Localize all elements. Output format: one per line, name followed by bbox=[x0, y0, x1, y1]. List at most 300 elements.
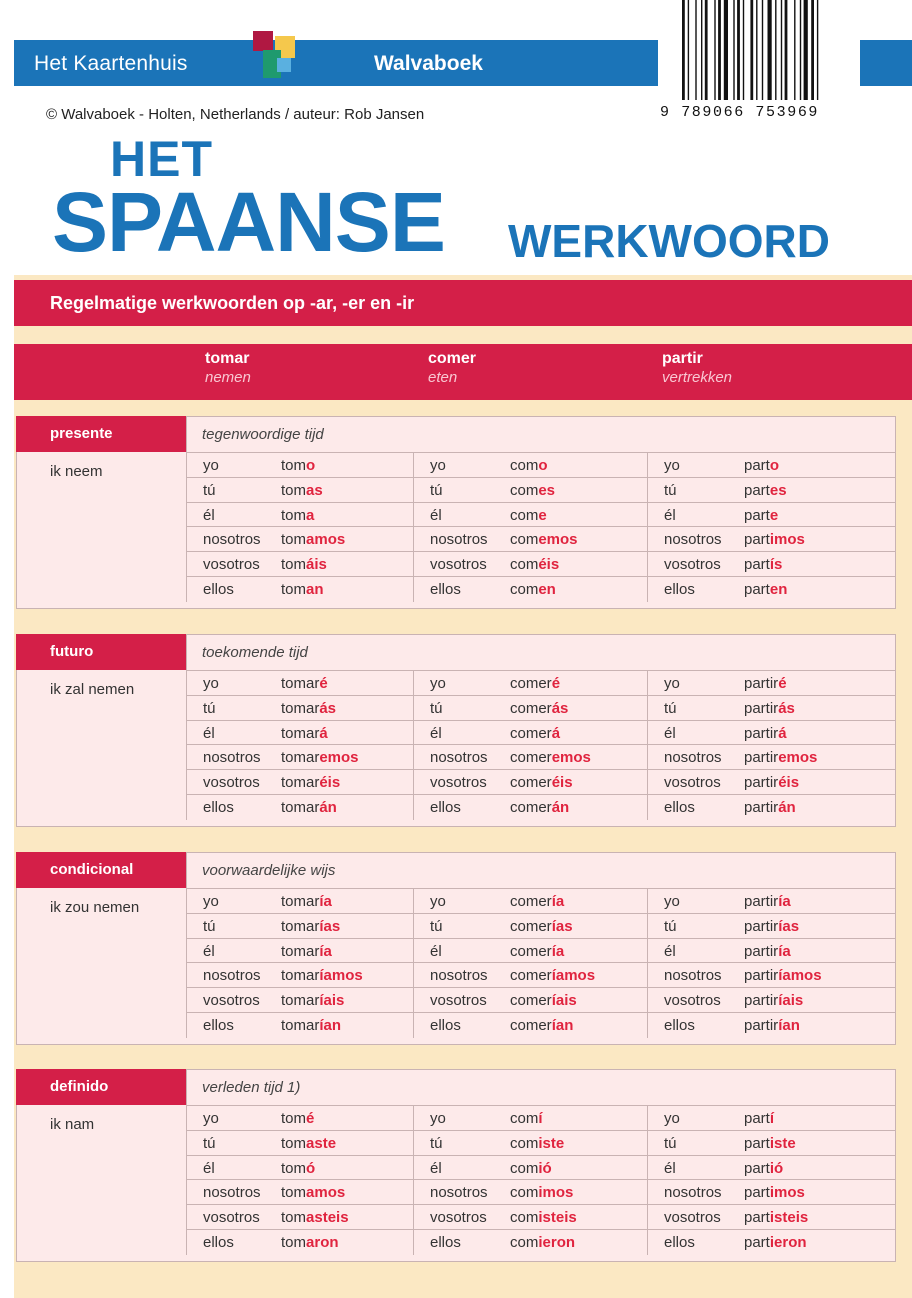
verb-stem: partir bbox=[744, 1016, 779, 1034]
table-row bbox=[187, 1180, 896, 1205]
verb-ending: í bbox=[769, 1110, 775, 1127]
verb-ending: ían bbox=[551, 1016, 574, 1034]
verb-stem: comer bbox=[510, 774, 552, 792]
pronoun: ellos bbox=[430, 580, 461, 598]
verb-ending: íamos bbox=[319, 967, 363, 985]
verb-stem: com bbox=[510, 506, 539, 524]
conjugation-grid bbox=[186, 889, 896, 1038]
conjugation-cell bbox=[413, 770, 647, 794]
conjugation-cell bbox=[647, 577, 897, 602]
barcode-icon bbox=[678, 0, 848, 100]
pronoun: yo bbox=[203, 457, 219, 474]
conjugation-cell bbox=[647, 1205, 897, 1229]
verb-stem: com bbox=[510, 1209, 539, 1227]
verb-ending: ás bbox=[319, 699, 337, 717]
pronoun: ellos bbox=[664, 1016, 695, 1034]
verb-ending: imos bbox=[538, 1184, 574, 1202]
pronoun: tú bbox=[203, 481, 216, 499]
verb-ending: éis bbox=[538, 556, 560, 574]
verb-form bbox=[510, 556, 559, 573]
tense-name: condicional bbox=[16, 852, 186, 888]
verb-form bbox=[510, 700, 568, 717]
pronoun: nosotros bbox=[664, 1184, 722, 1202]
verb-ending: o bbox=[538, 457, 548, 474]
verb-form bbox=[744, 1209, 808, 1226]
conjugation-cell bbox=[413, 1156, 647, 1180]
verb-form bbox=[744, 1017, 800, 1034]
pronoun: él bbox=[430, 724, 442, 742]
conjugation-cell bbox=[647, 696, 897, 720]
verb-ending: emos bbox=[538, 531, 578, 549]
conjugation-cell bbox=[647, 1106, 897, 1130]
pronoun: tú bbox=[430, 917, 443, 935]
conjugation-cell bbox=[647, 478, 897, 502]
verb-form bbox=[510, 1017, 573, 1034]
pronoun: vosotros bbox=[203, 556, 260, 574]
verb-ending: éis bbox=[319, 774, 341, 792]
verb-stem: tomar bbox=[281, 749, 320, 767]
verb-stem: comer bbox=[510, 724, 552, 742]
verb-form bbox=[510, 943, 564, 960]
table-row bbox=[187, 1205, 896, 1230]
pronoun: nosotros bbox=[430, 531, 488, 549]
table-row bbox=[187, 1131, 896, 1156]
conjugation-cell bbox=[187, 914, 413, 938]
verb-form bbox=[510, 581, 556, 598]
pronoun: tú bbox=[430, 481, 443, 499]
table-row bbox=[187, 939, 896, 964]
verb-form bbox=[510, 1209, 577, 1226]
table-row bbox=[187, 1106, 896, 1131]
pronoun: ellos bbox=[430, 1233, 461, 1251]
tense-name: presente bbox=[16, 416, 186, 452]
conjugation-cell bbox=[647, 914, 897, 938]
verb-form bbox=[510, 1234, 575, 1251]
conjugation-cell bbox=[647, 552, 897, 576]
verb-ending: íamos bbox=[778, 967, 822, 985]
verb-stem: tom bbox=[281, 1159, 307, 1177]
verb-stem: com bbox=[510, 1184, 539, 1202]
verb-form bbox=[281, 1234, 339, 1251]
verb-ending: a bbox=[306, 506, 315, 524]
verb-form bbox=[510, 799, 569, 816]
pronoun: vosotros bbox=[430, 992, 487, 1010]
table-row bbox=[187, 988, 896, 1013]
tense-name: definido bbox=[16, 1069, 186, 1105]
conjugation-cell bbox=[187, 478, 413, 502]
verb-ending: í bbox=[538, 1110, 543, 1127]
conjugation-cell bbox=[413, 478, 647, 502]
pronoun: ellos bbox=[430, 1016, 461, 1034]
tense-example: ik zou nemen bbox=[50, 899, 140, 916]
verb-stem: part bbox=[744, 1159, 770, 1177]
pronoun: yo bbox=[664, 1110, 680, 1127]
pronoun: nosotros bbox=[430, 1184, 488, 1202]
verb-stem: comer bbox=[510, 942, 552, 960]
conjugation-cell bbox=[187, 963, 413, 987]
verb-stem: part bbox=[744, 1209, 770, 1227]
copyright-line: © Walvaboek - Holten, Netherlands / auteur: Rob Jansen bbox=[46, 106, 425, 123]
conjugation-cell bbox=[413, 671, 647, 695]
verb-form bbox=[510, 457, 548, 474]
verb-ending: é bbox=[306, 1110, 315, 1127]
verb-stem: part bbox=[744, 457, 770, 474]
pronoun: yo bbox=[664, 893, 680, 910]
brand-name: Walvaboek bbox=[374, 52, 483, 75]
pronoun: yo bbox=[664, 675, 680, 692]
pronoun: nosotros bbox=[203, 1184, 261, 1202]
pronoun: ellos bbox=[664, 798, 695, 816]
table-row bbox=[187, 1156, 896, 1181]
verb-ending: ían bbox=[778, 1016, 800, 1034]
pronoun: yo bbox=[430, 1110, 446, 1127]
conjugation-cell bbox=[187, 503, 413, 527]
verb-infinitive: comer bbox=[428, 350, 477, 367]
pronoun: nosotros bbox=[203, 749, 261, 767]
conjugation-cell bbox=[413, 939, 647, 963]
conjugation-cell bbox=[647, 795, 897, 820]
verb-ending: emos bbox=[551, 749, 591, 767]
verb-ending: o bbox=[306, 457, 316, 474]
pronoun: tú bbox=[203, 917, 216, 935]
verb-form bbox=[281, 725, 328, 742]
verb-stem: tomar bbox=[281, 967, 320, 985]
table-row bbox=[187, 795, 896, 820]
verb-ending: ió bbox=[769, 1159, 784, 1177]
verb-ending: iste bbox=[538, 1134, 565, 1152]
conjugation-cell bbox=[413, 745, 647, 769]
pronoun: tú bbox=[203, 1134, 216, 1152]
conjugation-cell bbox=[647, 770, 897, 794]
verb-ending: ías bbox=[551, 917, 573, 935]
pronoun: nosotros bbox=[430, 967, 488, 985]
conjugation-cell bbox=[413, 1131, 647, 1155]
verb-stem: tomar bbox=[281, 724, 320, 742]
pronoun: vosotros bbox=[203, 774, 260, 792]
conjugation-cell bbox=[413, 795, 647, 820]
verb-stem: com bbox=[510, 580, 539, 598]
verb-ending: á bbox=[778, 724, 787, 742]
header-bar-right bbox=[860, 40, 912, 86]
conjugation-cell bbox=[413, 914, 647, 938]
pronoun: tú bbox=[430, 1134, 443, 1152]
verb-form bbox=[744, 1234, 807, 1251]
verb-form bbox=[510, 482, 555, 499]
verb-form bbox=[281, 943, 332, 960]
pronoun: él bbox=[203, 506, 215, 524]
verb-ending: en bbox=[769, 580, 788, 598]
conjugation-cell bbox=[187, 721, 413, 745]
pronoun: vosotros bbox=[664, 556, 721, 574]
verb-stem: partir bbox=[744, 724, 779, 742]
pronoun: yo bbox=[203, 893, 219, 910]
verb-stem: tomar bbox=[281, 917, 320, 935]
pronoun: yo bbox=[203, 675, 219, 692]
pronoun: él bbox=[203, 724, 215, 742]
verb-stem: partir bbox=[744, 917, 779, 935]
title-line-2: SPAANSE bbox=[52, 175, 445, 269]
verb-ending: é bbox=[319, 675, 328, 692]
table-row bbox=[187, 745, 896, 770]
verb-ending: o bbox=[769, 457, 780, 474]
conjugation-cell bbox=[647, 1156, 897, 1180]
table-row bbox=[187, 671, 896, 696]
verb-form bbox=[281, 967, 363, 984]
verb-form bbox=[744, 1110, 774, 1127]
verb-stem: partir bbox=[744, 992, 779, 1010]
verb-ending: isteis bbox=[769, 1209, 809, 1227]
verb-stem: part bbox=[744, 481, 770, 499]
verb-form bbox=[744, 457, 779, 474]
conjugation-cell bbox=[187, 1131, 413, 1155]
pronoun: nosotros bbox=[664, 749, 722, 767]
verb-ending: íais bbox=[551, 992, 577, 1010]
table-row bbox=[187, 914, 896, 939]
verb-form bbox=[744, 700, 795, 717]
tense-divider-vertical bbox=[186, 634, 187, 670]
conjugation-cell bbox=[187, 795, 413, 820]
tense-divider-vertical bbox=[186, 416, 187, 452]
verb-ending: emos bbox=[319, 749, 359, 767]
verb-ending: íais bbox=[319, 992, 345, 1010]
verb-stem: part bbox=[744, 556, 770, 574]
verb-stem: comer bbox=[510, 798, 552, 816]
verb-ending: íamos bbox=[551, 967, 596, 985]
conjugation-cell bbox=[647, 1013, 897, 1038]
verb-stem: com bbox=[510, 457, 539, 474]
conjugation-cell bbox=[413, 696, 647, 720]
pronoun: él bbox=[430, 1159, 442, 1177]
pronoun: ellos bbox=[203, 798, 234, 816]
verb-form bbox=[744, 531, 805, 548]
verb-ending: ía bbox=[319, 893, 332, 910]
isbn-number: 9 789066 753969 bbox=[660, 104, 820, 121]
pronoun: yo bbox=[203, 1110, 219, 1127]
conjugation-cell bbox=[187, 527, 413, 551]
tense-divider-vertical bbox=[186, 852, 187, 888]
pronoun: tú bbox=[664, 699, 677, 717]
verb-ending: ía bbox=[778, 942, 791, 960]
verb-ending: án bbox=[778, 798, 796, 816]
verb-stem: comer bbox=[510, 967, 552, 985]
verb-form bbox=[281, 507, 314, 524]
conjugation-cell bbox=[413, 889, 647, 913]
conjugation-cell bbox=[187, 1013, 413, 1038]
verb-ending: éis bbox=[551, 774, 573, 792]
pronoun: nosotros bbox=[203, 967, 261, 985]
verb-stem: tom bbox=[281, 1134, 307, 1152]
conjugation-cell bbox=[647, 745, 897, 769]
conjugation-grid bbox=[186, 453, 896, 602]
verb-stem: tomar bbox=[281, 992, 320, 1010]
publisher-name: Het Kaartenhuis bbox=[34, 52, 188, 75]
conjugation-cell bbox=[413, 963, 647, 987]
conjugation-cell bbox=[187, 552, 413, 576]
verb-stem: com bbox=[510, 1233, 539, 1251]
table-row bbox=[187, 696, 896, 721]
verb-stem: tom bbox=[281, 1233, 307, 1251]
title-line-3: WERKWOORD bbox=[508, 215, 830, 267]
verb-stem: tom bbox=[281, 1110, 307, 1127]
conjugation-cell bbox=[187, 988, 413, 1012]
verb-form bbox=[510, 992, 577, 1009]
table-row bbox=[187, 889, 896, 914]
verb-ending: éis bbox=[778, 774, 800, 792]
pronoun: él bbox=[430, 506, 442, 524]
pronoun: vosotros bbox=[430, 1209, 487, 1227]
conjugation-cell bbox=[413, 1230, 647, 1255]
verb-ending: isteis bbox=[538, 1209, 577, 1227]
verb-ending: asteis bbox=[306, 1209, 349, 1227]
verb-ending: ía bbox=[551, 893, 565, 910]
conjugation-cell bbox=[187, 939, 413, 963]
table-row bbox=[187, 770, 896, 795]
pronoun: nosotros bbox=[664, 967, 722, 985]
verb-stem: partir bbox=[744, 749, 779, 767]
conjugation-grid bbox=[186, 1106, 896, 1255]
publisher-logo-icon bbox=[249, 28, 301, 82]
pronoun: yo bbox=[664, 457, 680, 474]
conjugation-cell bbox=[647, 1131, 897, 1155]
conjugation-cell bbox=[187, 453, 413, 477]
conjugation-cell bbox=[413, 721, 647, 745]
conjugation-cell bbox=[647, 963, 897, 987]
conjugation-cell bbox=[647, 939, 897, 963]
verb-form bbox=[281, 1135, 336, 1152]
table-row bbox=[187, 721, 896, 746]
conjugation-cell bbox=[647, 1180, 897, 1204]
verb-stem: partir bbox=[744, 774, 779, 792]
verb-ending: ieron bbox=[538, 1233, 576, 1251]
verb-form bbox=[281, 675, 328, 692]
verb-stem: com bbox=[510, 481, 539, 499]
verb-ending: e bbox=[538, 506, 547, 524]
verb-ending: áis bbox=[306, 556, 327, 574]
pronoun: tú bbox=[664, 917, 677, 935]
verb-ending: ía bbox=[551, 942, 565, 960]
verb-stem: tomar bbox=[281, 699, 320, 717]
verb-form bbox=[281, 482, 323, 499]
verb-form bbox=[744, 799, 796, 816]
verb-form bbox=[510, 1110, 543, 1127]
verb-ending: aron bbox=[306, 1233, 339, 1251]
conjugation-cell bbox=[187, 1180, 413, 1204]
verb-form bbox=[510, 675, 560, 692]
verb-ending: e bbox=[769, 506, 779, 524]
verb-stem: comer bbox=[510, 749, 552, 767]
verb-form bbox=[281, 581, 324, 598]
verb-form bbox=[744, 992, 803, 1009]
verb-stem: tom bbox=[281, 457, 307, 474]
verb-translation: vertrekken bbox=[662, 369, 733, 386]
verb-form bbox=[744, 507, 778, 524]
conjugation-cell bbox=[647, 889, 897, 913]
verb-stem: tom bbox=[281, 1184, 307, 1202]
tense-name: futuro bbox=[16, 634, 186, 670]
table-row bbox=[187, 503, 896, 528]
verb-form bbox=[281, 1184, 345, 1201]
verb-form bbox=[510, 918, 573, 935]
conjugation-cell bbox=[187, 671, 413, 695]
verb-form bbox=[510, 893, 564, 910]
verb-stem: part bbox=[744, 1233, 770, 1251]
verb-stem: tomar bbox=[281, 1016, 320, 1034]
pronoun: vosotros bbox=[430, 774, 487, 792]
verb-form bbox=[510, 1184, 573, 1201]
verb-form bbox=[281, 556, 327, 573]
verb-form bbox=[281, 457, 315, 474]
verb-form bbox=[281, 1017, 341, 1034]
verb-form bbox=[744, 581, 787, 598]
pronoun: yo bbox=[430, 457, 446, 474]
verb-form bbox=[281, 700, 336, 717]
pronoun: tú bbox=[664, 1134, 677, 1152]
verb-ending: án bbox=[319, 798, 337, 816]
verb-form bbox=[510, 1135, 564, 1152]
verb-ending: ía bbox=[319, 942, 332, 960]
verb-form bbox=[744, 918, 799, 935]
verb-ending: ió bbox=[538, 1159, 552, 1177]
table-row bbox=[187, 1230, 896, 1255]
conjugation-cell bbox=[647, 527, 897, 551]
conjugation-cell bbox=[187, 696, 413, 720]
verb-stem: tom bbox=[281, 580, 307, 598]
verb-stem: partir bbox=[744, 967, 779, 985]
verb-stem: tom bbox=[281, 531, 307, 549]
pronoun: él bbox=[664, 506, 676, 524]
conjugation-cell bbox=[187, 745, 413, 769]
verb-stem: tom bbox=[281, 556, 307, 574]
verb-stem: part bbox=[744, 580, 770, 598]
verb-form bbox=[744, 556, 782, 573]
verb-ending: á bbox=[319, 724, 328, 742]
verb-stem: part bbox=[744, 1184, 770, 1202]
tense-example: ik neem bbox=[50, 463, 103, 480]
verb-stem: comer bbox=[510, 1016, 552, 1034]
pronoun: tú bbox=[430, 699, 443, 717]
verb-stem: part bbox=[744, 531, 770, 549]
verb-header-comer bbox=[428, 350, 476, 386]
pronoun: ellos bbox=[203, 1016, 234, 1034]
table-row bbox=[187, 963, 896, 988]
pronoun: vosotros bbox=[664, 1209, 721, 1227]
pronoun: ellos bbox=[203, 580, 234, 598]
verb-header-partir bbox=[662, 350, 732, 386]
verb-form bbox=[510, 749, 591, 766]
verb-ending: ó bbox=[306, 1159, 316, 1177]
tense-description: voorwaardelijke wijs bbox=[202, 862, 336, 879]
conjugation-cell bbox=[647, 503, 897, 527]
verb-infinitive: partir bbox=[662, 350, 703, 367]
verb-form bbox=[510, 774, 573, 791]
conjugation-cell bbox=[187, 1156, 413, 1180]
verb-ending: amos bbox=[306, 531, 346, 549]
pronoun: él bbox=[430, 942, 442, 960]
verb-ending: emos bbox=[778, 749, 818, 767]
conjugation-cell bbox=[647, 721, 897, 745]
pronoun: ellos bbox=[430, 798, 461, 816]
conjugation-cell bbox=[187, 1205, 413, 1229]
conjugation-cell bbox=[413, 1205, 647, 1229]
verb-infinitive: tomar bbox=[205, 350, 250, 367]
verb-stem: com bbox=[510, 1159, 539, 1177]
tense-example: ik zal nemen bbox=[50, 681, 135, 698]
verb-ending: es bbox=[769, 481, 787, 499]
verb-form bbox=[510, 967, 595, 984]
verb-ending: án bbox=[551, 798, 570, 816]
table-row bbox=[187, 527, 896, 552]
verb-form bbox=[281, 1110, 314, 1127]
